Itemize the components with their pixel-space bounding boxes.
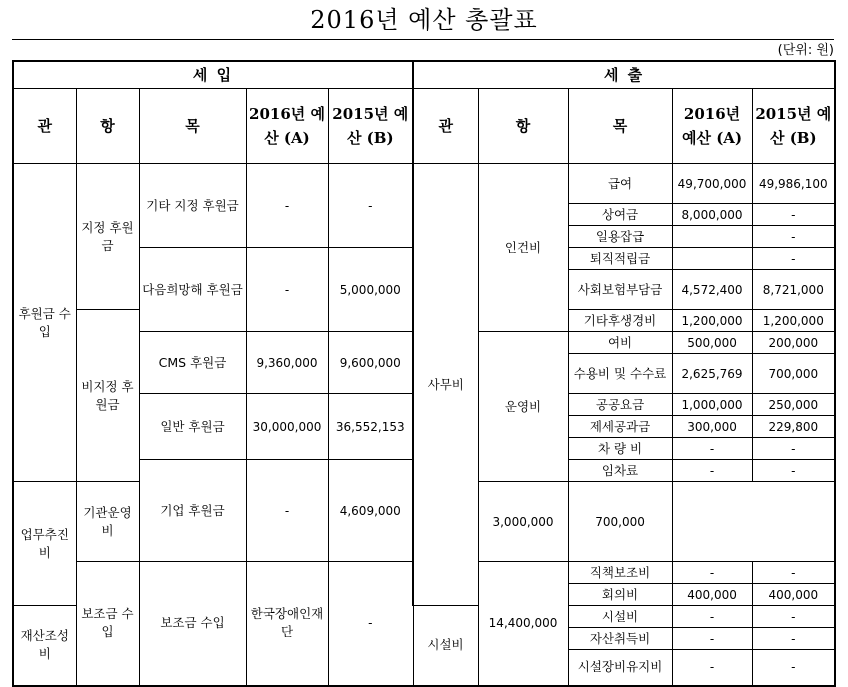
expense-hang-cell: 업무추진비 <box>13 482 76 606</box>
unit-label: (단위: 원) <box>777 43 834 58</box>
expense-mok-cell: 차 량 비 <box>568 438 672 460</box>
expense-2016-cell: 300,000 <box>672 416 752 438</box>
income-2015-cell: 5,000,000 <box>328 248 413 332</box>
income-hang-cell: 지정 후원금 <box>76 164 139 310</box>
expense-mok-cell: 기타후생경비 <box>568 310 672 332</box>
income-2016-cell: - <box>246 164 328 248</box>
expense-2016-cell: - <box>672 562 752 584</box>
expense-2016-cell: - <box>672 650 752 686</box>
income-mok-cell: 다음희망해 후원금 <box>139 248 246 332</box>
income-mok-cell: 기타 지정 후원금 <box>139 164 246 248</box>
expense-mok-cell: 상여금 <box>568 204 672 226</box>
expense-2015-cell: - <box>752 650 835 686</box>
expense-gwan-cell: 사무비 <box>413 164 478 606</box>
expense-mok-cell: 시설비 <box>568 606 672 628</box>
expense-2016-cell: 400,000 <box>672 584 752 606</box>
expense-mok-cell: 회의비 <box>568 584 672 606</box>
expense-mok-cell: 퇴직적립금 <box>568 248 672 270</box>
expense-2016-cell: 500,000 <box>672 332 752 354</box>
income-gwan-cell: 보조금 수입 <box>76 562 139 686</box>
expense-mok-cell: 직책보조비 <box>568 562 672 584</box>
expense-gwan-cell: 재산조성비 <box>13 606 76 686</box>
expense-mok-cell: 급여 <box>568 164 672 204</box>
income-header: 세 입 <box>13 61 413 89</box>
income-col-mok: 목 <box>139 89 246 164</box>
budget-table <box>12 60 836 687</box>
expense-mok-cell: 기관운영비 <box>76 482 139 562</box>
expense-2016-cell: 4,572,400 <box>672 270 752 310</box>
expense-mok-cell: 일용잡급 <box>568 226 672 248</box>
expense-col-gwan: 관 <box>413 89 478 164</box>
expense-2015-cell: - <box>752 460 835 482</box>
expense-2016-cell: - <box>672 606 752 628</box>
expense-col-2016: 2016년 예산 (A) <box>672 89 752 164</box>
income-2016-cell: - <box>246 248 328 332</box>
income-col-gwan: 관 <box>13 89 76 164</box>
expense-2015-cell: - <box>752 248 835 270</box>
expense-2015-cell: - <box>752 204 835 226</box>
income-2015-cell: 9,600,000 <box>328 332 413 394</box>
expense-hang-cell: 운영비 <box>478 332 568 482</box>
expense-mok-cell: 제세공과금 <box>568 416 672 438</box>
expense-hang-cell: 인건비 <box>478 164 568 332</box>
income-hang-cell: 비지정 후원금 <box>76 310 139 482</box>
expense-mok-cell: 시설장비유지비 <box>568 650 672 686</box>
expense-header: 세 출 <box>413 61 835 89</box>
expense-hang-cell: 시설비 <box>413 606 478 686</box>
income-2015-cell: 4,609,000 <box>328 460 413 562</box>
expense-2015-cell: 200,000 <box>752 332 835 354</box>
expense-col-hang: 항 <box>478 89 568 164</box>
column-header-row <box>13 89 835 164</box>
income-2016-cell: - <box>246 460 328 562</box>
expense-2015-cell: - <box>752 606 835 628</box>
page-title: 2016년 예산 총괄표 <box>310 6 538 34</box>
income-gwan-cell: 후원금 수입 <box>13 164 76 482</box>
expense-2016-cell: 49,700,000 <box>672 164 752 204</box>
title-underline <box>12 39 834 40</box>
expense-2015-cell: - <box>752 628 835 650</box>
expense-2016-cell: 8,000,000 <box>672 204 752 226</box>
income-mok-cell: 한국장애인재단 <box>246 562 328 686</box>
expense-2015-cell: 49,986,100 <box>752 164 835 204</box>
income-2016-cell: 30,000,000 <box>246 394 328 460</box>
expense-2016-cell <box>672 226 752 248</box>
expense-mok-cell: 자산취득비 <box>568 628 672 650</box>
expense-2016-cell: - <box>672 460 752 482</box>
table-row <box>13 164 835 204</box>
expense-2016-cell: 3,000,000 <box>478 482 568 562</box>
expense-col-2015: 2015년 예산 (B) <box>752 89 835 164</box>
income-2015-cell: 14,400,000 <box>478 562 568 686</box>
expense-2016-cell: - <box>672 628 752 650</box>
income-col-2015: 2015년 예산 (B) <box>328 89 413 164</box>
income-mok-cell: CMS 후원금 <box>139 332 246 394</box>
expense-2016-cell: 1,000,000 <box>672 394 752 416</box>
expense-mok-cell: 사회보험부담금 <box>568 270 672 310</box>
expense-mok-cell: 임차료 <box>568 460 672 482</box>
expense-2015-cell: - <box>752 562 835 584</box>
expense-2015-cell: 400,000 <box>752 584 835 606</box>
expense-col-mok: 목 <box>568 89 672 164</box>
expense-mok-cell: 공공요금 <box>568 394 672 416</box>
expense-2015-cell: 229,800 <box>752 416 835 438</box>
income-col-2016: 2016년 예산 (A) <box>246 89 328 164</box>
expense-2015-cell: 250,000 <box>752 394 835 416</box>
income-hang-cell: 보조금 수입 <box>139 562 246 686</box>
expense-2016-cell: 2,625,769 <box>672 354 752 394</box>
income-2015-cell: 36,552,153 <box>328 394 413 460</box>
expense-2015-cell: 700,000 <box>752 354 835 394</box>
expense-2016-cell: 1,200,000 <box>672 310 752 332</box>
expense-2015-cell: 1,200,000 <box>752 310 835 332</box>
expense-2016-cell: - <box>672 438 752 460</box>
income-2016-cell: - <box>328 562 413 686</box>
expense-mok-cell: 여비 <box>568 332 672 354</box>
expense-mok-cell: 수용비 및 수수료 <box>568 354 672 394</box>
expense-2016-cell <box>672 248 752 270</box>
section-header-row <box>13 61 835 89</box>
expense-2015-cell: 700,000 <box>568 482 672 562</box>
income-mok-cell: 기업 후원금 <box>139 460 246 562</box>
income-2015-cell: - <box>328 164 413 248</box>
expense-2015-cell: - <box>752 226 835 248</box>
income-2016-cell: 9,360,000 <box>246 332 328 394</box>
expense-2015-cell: 8,721,000 <box>752 270 835 310</box>
expense-2015-cell: - <box>752 438 835 460</box>
income-mok-cell: 일반 후원금 <box>139 394 246 460</box>
income-col-hang: 항 <box>76 89 139 164</box>
